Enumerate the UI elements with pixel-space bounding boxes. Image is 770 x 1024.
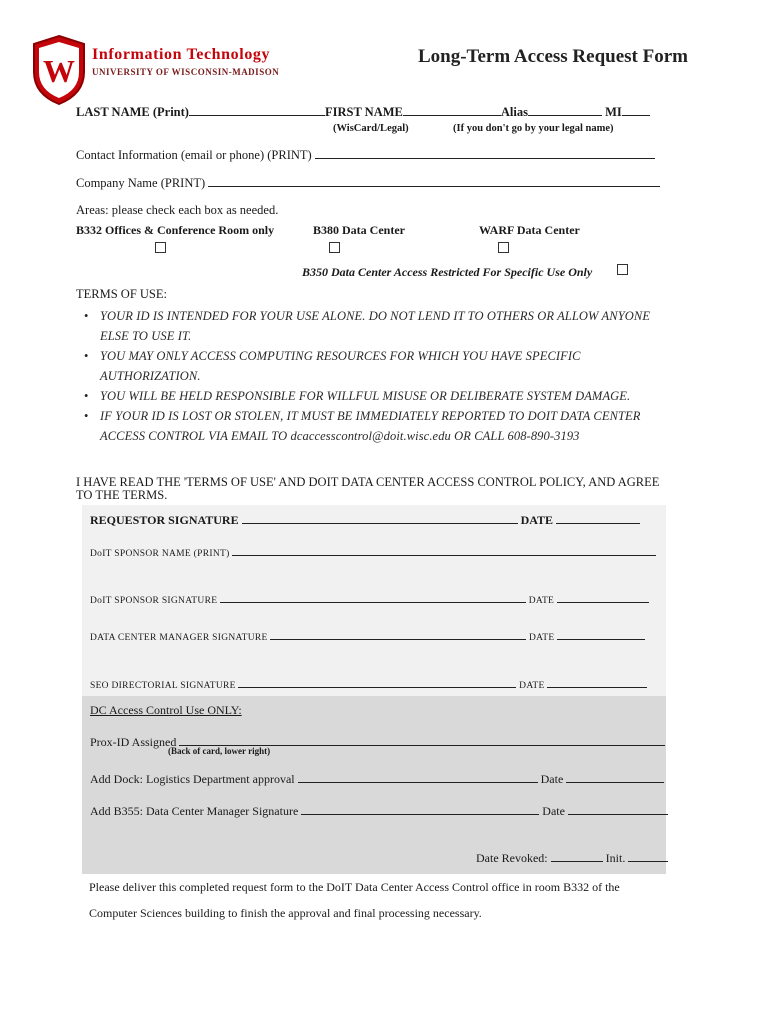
requestor-date-label: DATE bbox=[520, 513, 554, 527]
last-name-label: LAST NAME (Print) bbox=[76, 105, 189, 119]
b355-row bbox=[90, 804, 668, 819]
last-name-field[interactable] bbox=[189, 106, 325, 116]
alias-note: (If you don't go by your legal name) bbox=[453, 123, 614, 134]
name-row bbox=[76, 105, 650, 120]
revoked-row bbox=[476, 851, 668, 866]
form-title: Long-Term Access Request Form bbox=[417, 46, 688, 67]
agreement-statement: I HAVE READ THE 'TERMS OF USE' AND DOIT DATA CENTER ACCESS CONTROL POLICY, AND AGREE TO THE TERMS. bbox=[76, 475, 660, 502]
dc-manager-date-field[interactable] bbox=[557, 630, 645, 640]
org-subtitle: UNIVERSITY OF WISCONSIN-MADISON bbox=[92, 67, 280, 77]
alias-field[interactable] bbox=[528, 106, 602, 116]
area-b332-checkbox[interactable] bbox=[155, 242, 166, 253]
dc-manager-row bbox=[90, 630, 645, 643]
dock-approval-field[interactable] bbox=[298, 773, 538, 783]
b355-signature-label: Add B355: Data Center Manager Signature bbox=[90, 804, 299, 818]
seo-signature-label: SEO DIRECTORIAL SIGNATURE bbox=[90, 681, 236, 691]
prox-id-note: (Back of card, lower right) bbox=[168, 746, 271, 756]
seo-date-field[interactable] bbox=[547, 678, 647, 688]
seo-date-label: DATE bbox=[519, 681, 545, 691]
first-name-field[interactable] bbox=[403, 106, 501, 116]
requestor-signature-field[interactable] bbox=[242, 514, 518, 524]
init-label: Init. bbox=[605, 851, 626, 865]
sponsor-name-field[interactable] bbox=[232, 546, 656, 556]
area-b350-label: B350 Data Center Access Restricted For Specific Use Only bbox=[302, 265, 593, 279]
contact-field[interactable] bbox=[315, 149, 655, 159]
crest-letter: W bbox=[43, 53, 75, 89]
area-option-warf-label: WARF Data Center bbox=[479, 223, 580, 237]
delivery-note: Please deliver this completed request form to the DoIT Data Center Access Control office in room B332 of the Computer Sciences building to finish the approval and final processing necessary. bbox=[89, 880, 620, 920]
prox-id-label: Prox-ID Assigned bbox=[90, 735, 177, 749]
term-item: • YOU MAY ONLY ACCESS COMPUTING RESOURCES FOR WHICH YOU HAVE SPECIFIC AUTHORIZATION. bbox=[80, 346, 680, 386]
dc-manager-date-label: DATE bbox=[529, 633, 555, 643]
uw-crest-logo bbox=[30, 34, 88, 106]
date-revoked-label: Date Revoked: bbox=[476, 851, 548, 865]
sponsor-date-field[interactable] bbox=[557, 593, 649, 603]
area-warf-checkbox[interactable] bbox=[498, 242, 509, 253]
date-revoked-field[interactable] bbox=[551, 852, 603, 862]
mi-label: MI bbox=[605, 105, 622, 119]
area-option-b380-label: B380 Data Center bbox=[313, 223, 405, 237]
terms-heading: TERMS OF USE: bbox=[76, 287, 167, 301]
company-row bbox=[76, 176, 660, 191]
company-label: Company Name (PRINT) bbox=[76, 176, 206, 190]
dock-date-field[interactable] bbox=[566, 773, 664, 783]
prox-id-field[interactable] bbox=[179, 736, 665, 746]
seo-signature-field[interactable] bbox=[238, 678, 516, 688]
contact-row bbox=[76, 148, 655, 163]
wiscard-note: (WisCard/Legal) bbox=[333, 123, 409, 134]
requestor-date-field[interactable] bbox=[556, 514, 640, 524]
org-name: Information Technology bbox=[92, 46, 271, 63]
dock-date-label: Date bbox=[540, 772, 564, 786]
sponsor-date-label: DATE bbox=[528, 596, 555, 606]
company-field[interactable] bbox=[208, 177, 660, 187]
sponsor-signature-field[interactable] bbox=[220, 593, 526, 603]
term-item-lost-id bbox=[80, 406, 680, 446]
area-b380-checkbox[interactable] bbox=[329, 242, 340, 253]
dc-manager-signature-field[interactable] bbox=[270, 630, 526, 640]
term-item: • YOU WILL BE HELD RESPONSIBLE FOR WILLFUL MISUSE OR DELIBERATE SYSTEM DAMAGE. bbox=[80, 386, 680, 406]
requestor-row bbox=[90, 513, 640, 528]
b355-date-label: Date bbox=[542, 804, 565, 818]
areas-intro: Areas: please check each box as needed. bbox=[76, 203, 279, 217]
seo-row bbox=[90, 678, 647, 691]
dock-row bbox=[90, 772, 664, 787]
area-b350-checkbox[interactable] bbox=[617, 264, 628, 275]
dc-use-heading: DC Access Control Use ONLY: bbox=[90, 703, 242, 717]
dc-manager-signature-label: DATA CENTER MANAGER SIGNATURE bbox=[90, 633, 268, 643]
lost-id-phone: OR CALL 608-890-3193 bbox=[454, 429, 580, 443]
lost-id-text: IF YOUR ID IS LOST OR STOLEN, IT MUST BE IMMEDIATELY REPORTED TO DOIT DATA CENTER ACCESS CONTROL VIA EMAIL TO bbox=[100, 409, 641, 443]
sponsor-name-row bbox=[90, 546, 656, 559]
contact-label: Contact Information (email or phone) (PRINT) bbox=[76, 148, 312, 162]
dc-access-email-link[interactable]: dcaccesscontrol@doit.wisc.edu bbox=[290, 429, 451, 443]
sponsor-name-label: DoIT SPONSOR NAME (PRINT) bbox=[90, 549, 230, 559]
term-item: • YOUR ID IS INTENDED FOR YOUR USE ALONE. DO NOT LEND IT TO OTHERS OR ALLOW ANYONE ELSE TO USE IT. bbox=[80, 306, 680, 346]
area-option-b332-label: B332 Offices & Conference Room only bbox=[76, 223, 275, 237]
sponsor-signature-row bbox=[90, 593, 649, 606]
b355-date-field[interactable] bbox=[568, 805, 668, 815]
init-field[interactable] bbox=[628, 852, 668, 862]
requestor-signature-label: REQUESTOR SIGNATURE bbox=[90, 513, 239, 527]
alias-label: Alias bbox=[500, 105, 528, 119]
first-name-label: FIRST NAME bbox=[324, 105, 403, 119]
dock-approval-label: Add Dock: Logistics Department approval bbox=[90, 772, 295, 786]
b355-signature-field[interactable] bbox=[301, 805, 539, 815]
terms-list bbox=[80, 306, 680, 446]
sponsor-signature-label: DoIT SPONSOR SIGNATURE bbox=[90, 596, 218, 606]
mi-field[interactable] bbox=[622, 106, 650, 116]
